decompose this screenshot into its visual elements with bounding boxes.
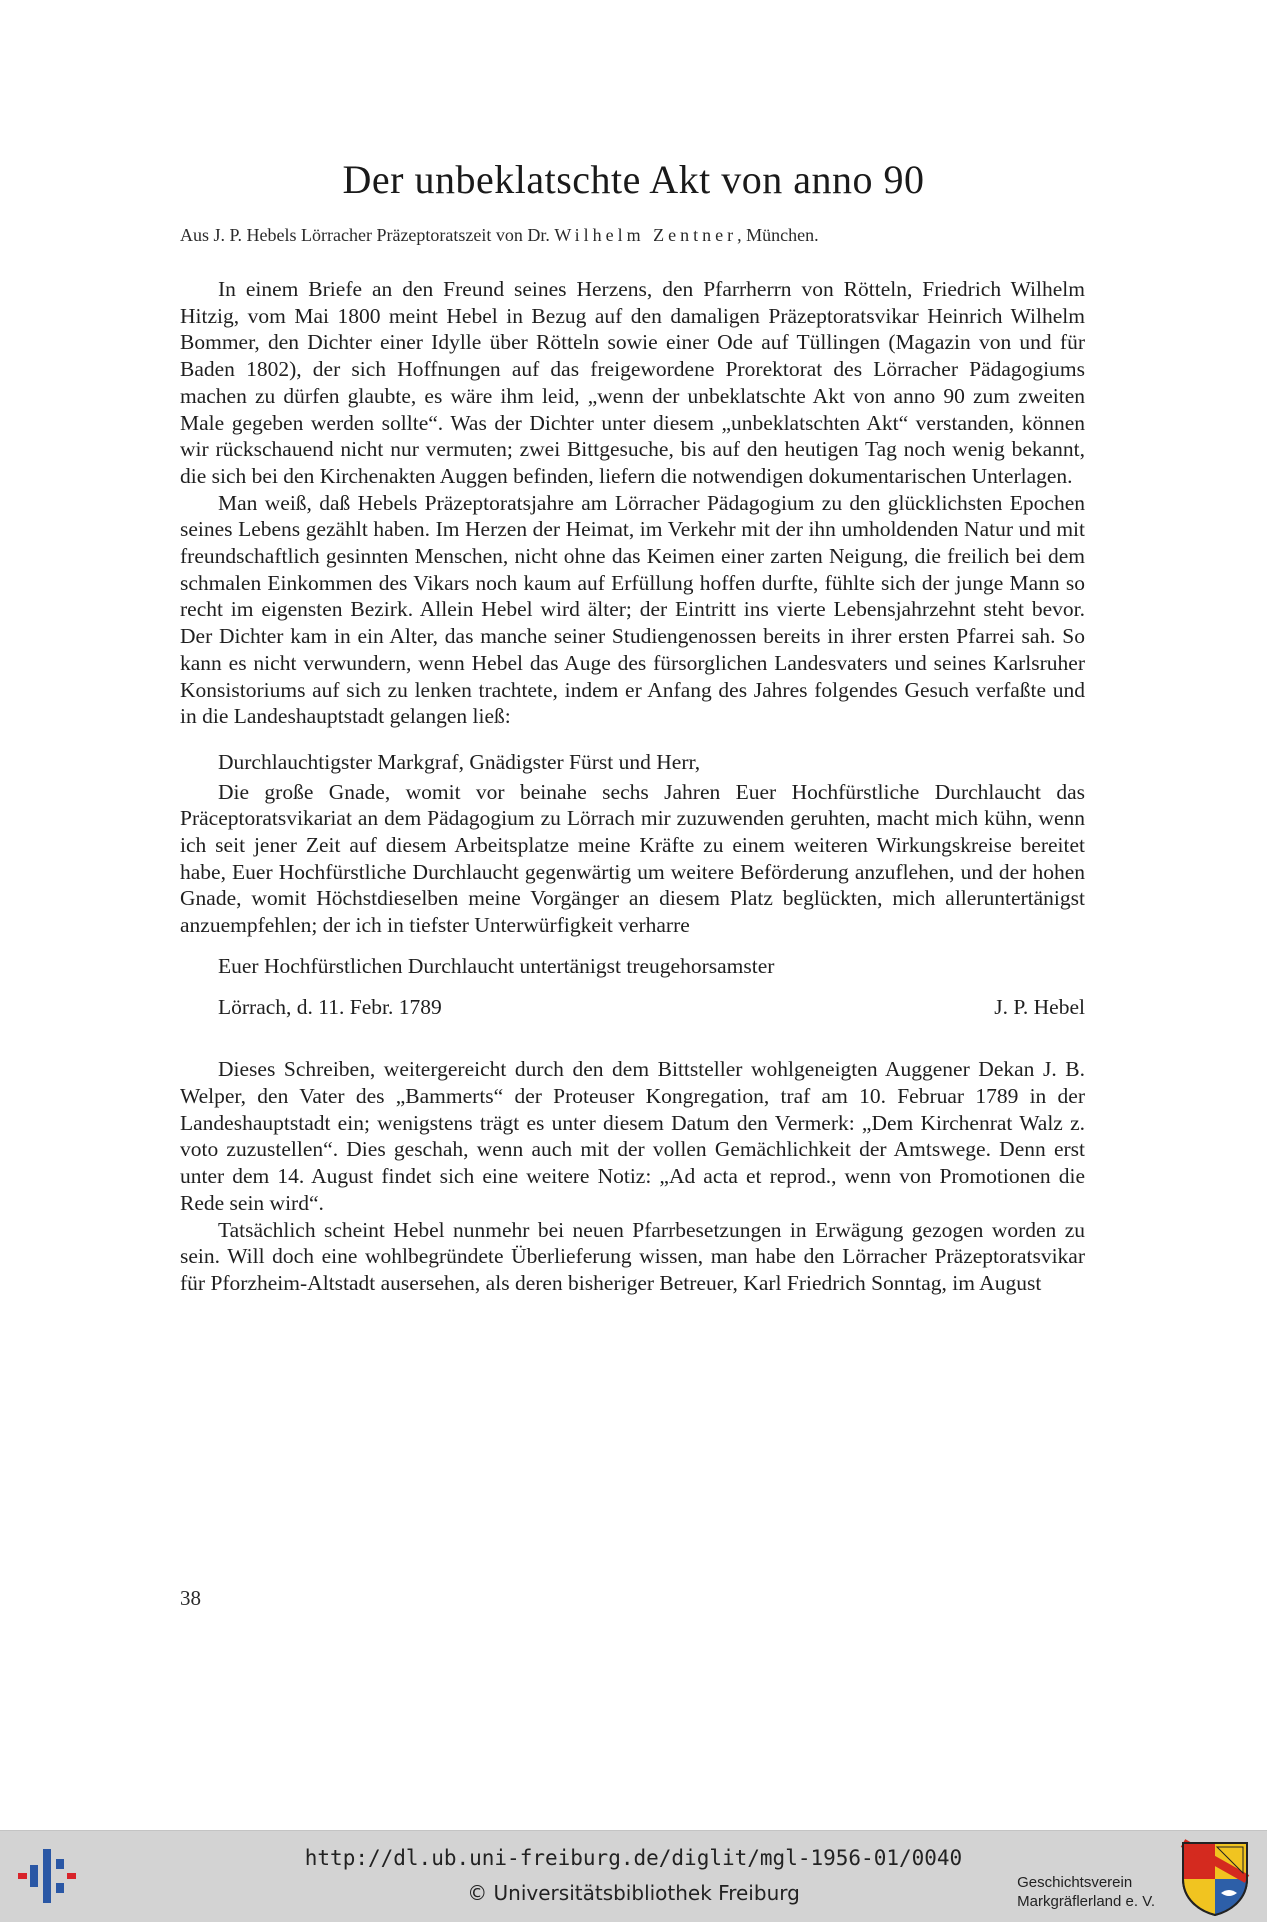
paragraph: In einem Briefe an den Freund seines Herzens, den Pfarrherrn von Rötteln, Friedrich Wilhelm Hitzig, vom Mai 1800 meint Hebel in Bezug auf den damaligen Präzeptoratsvikar Heinrich Wilhelm Bommer, den Dichter einer Idylle über Rötteln sowie einer Ode auf Tüllingen (Magazin von und für Baden 1802), der sich Hoffnungen auf das freigewordene Prorektorat des Lörracher Pädagogiums machen zu dürfen glaubte, es wäre ihm leid, „wenn der unbeklatschte Akt von anno 90 zum zweiten Male gegeben werden sollte“. Was der Dichter unter diesem „unbeklatschten Akt“ verstanden, können wir rückschauend nicht nur vermuten; zwei Bittgesuche, bis auf den heutigen Tag noch wenig bekannt, die sich bei den Kirchenakten Auggen befinden, liefern die notwendigen dokumentarischen Unterlagen. [180, 277, 1085, 488]
footer-bar [0, 1830, 1267, 1922]
article-title: Der unbeklatschte Akt von anno 90 [342, 157, 925, 202]
letter-salutation: Durchlauchtigster Markgraf, Gnädigster Fürst und Herr, [218, 749, 701, 774]
letter-closing: Euer Hochfürstlichen Durchlaucht untertänigst treugehorsamster [218, 953, 775, 978]
letter-place-date-line [180, 994, 1085, 1021]
copyright-text: © Universitätsbibliothek Freiburg [467, 1881, 800, 1905]
article-subtitle [180, 222, 1085, 248]
society-name [1017, 1873, 1155, 1911]
author-name: Wilhelm Zentner [554, 225, 738, 245]
society-line-2: Markgräflerland e. V. [1017, 1893, 1155, 1910]
letter-signature: J. P. Hebel [994, 994, 1085, 1019]
article-body [180, 276, 1085, 1297]
permalink-url[interactable]: http://dl.ub.uni-freiburg.de/diglit/mgl-1956-01/0040 [304, 1846, 963, 1870]
paragraph: Tatsächlich scheint Hebel nunmehr bei neuen Pfarrbesetzungen in Erwägung gezogen worden zu sein. Will doch eine wohlbegründete Überlieferung wissen, man habe den Lörracher Präzeptoratsvikar für Pforzheim-Altstadt ausersehen, als deren bisheriger Betreuer, Karl Friedrich Sonntag, im August [180, 1217, 1085, 1295]
subtitle-suffix: , München. [737, 225, 819, 245]
paragraph: Dieses Schreiben, weitergereicht durch den dem Bittsteller wohlgeneigten Auggener Dekan J. B. Welper, den Vater des „Bammerts“ der Proteuser Kongregation, traf am 10. Februar 1789 in der Landeshauptstadt ein; wenigstens trägt es unter diesem Datum den Vermerk: „Dem Kirchenrat Walz z. voto zuzustellen“. Dies geschah, wenn auch mit der vollen Gemächlichkeit der Amtswege. Denn erst unter dem 14. August findet sich eine weitere Notiz: „Ad acta et reprod., wenn von Promotionen die Rede sein wird“. [180, 1057, 1085, 1215]
subtitle-prefix: Aus J. P. Hebels Lörracher Präzeptoratszeit von Dr. [180, 225, 555, 245]
society-line-1: Geschichtsverein [1017, 1874, 1133, 1891]
letter-body: Die große Gnade, womit vor beinahe sechs Jahren Euer Hochfürstliche Durchlaucht das Präceptoratsvikariat an dem Pädagogium zu Lörrach mir zuzuwenden geruhten, macht mich kühn, wenn ich seit jener Zeit auf diesem Arbeitsplatze meine Kräfte zu einem weiteren Wirkungskreise bereitet habe, Euer Hochfürstliche Durchlaucht gegenwärtig um weitere Beförderung anzuflehen, und der hohen Gnade, womit Höchstdieselben meine Vorgänger an diesem Platz beglückten, mich alleruntertänigst anzuempfehlen; der ich in tiefster Unterwürfigkeit verharre [180, 779, 1085, 938]
letter-place-date: Lörrach, d. 11. Febr. 1789 [218, 994, 442, 1019]
page-number: 38 [180, 1586, 201, 1610]
coat-of-arms-icon [1177, 1839, 1253, 1917]
paragraph: Man weiß, daß Hebels Präzeptoratsjahre am Lörracher Pädagogium zu den glücklichsten Epochen seines Lebens gezählt haben. Im Herzen der Heimat, im Verkehr mit der ihn umholdenden Natur und mit freundschaftlich gesinnten Menschen, nicht ohne das Keimen einer zarten Neigung, die freilich bei dem schmalen Einkommen des Vikars noch kaum auf Erfüllung hoffen durfte, fühlte sich der junge Mann so recht im eigensten Bezirk. Allein Hebel wird älter; der Eintritt ins vierte Lebensjahrzehnt steht bevor. Der Dichter kam in ein Alter, das manche seiner Studiengenossen bereits in ihrer ersten Pfarrei sah. So kann es nicht verwundern, wenn Hebel das Auge des fürsorglichen Landesvaters und seines Karlsruher Konsistoriums auf sich zu lenken trachtete, indem er Anfang des Jahres folgendes Gesuch verfaßte und in die Landeshauptstadt gelangen ließ: [180, 490, 1085, 729]
